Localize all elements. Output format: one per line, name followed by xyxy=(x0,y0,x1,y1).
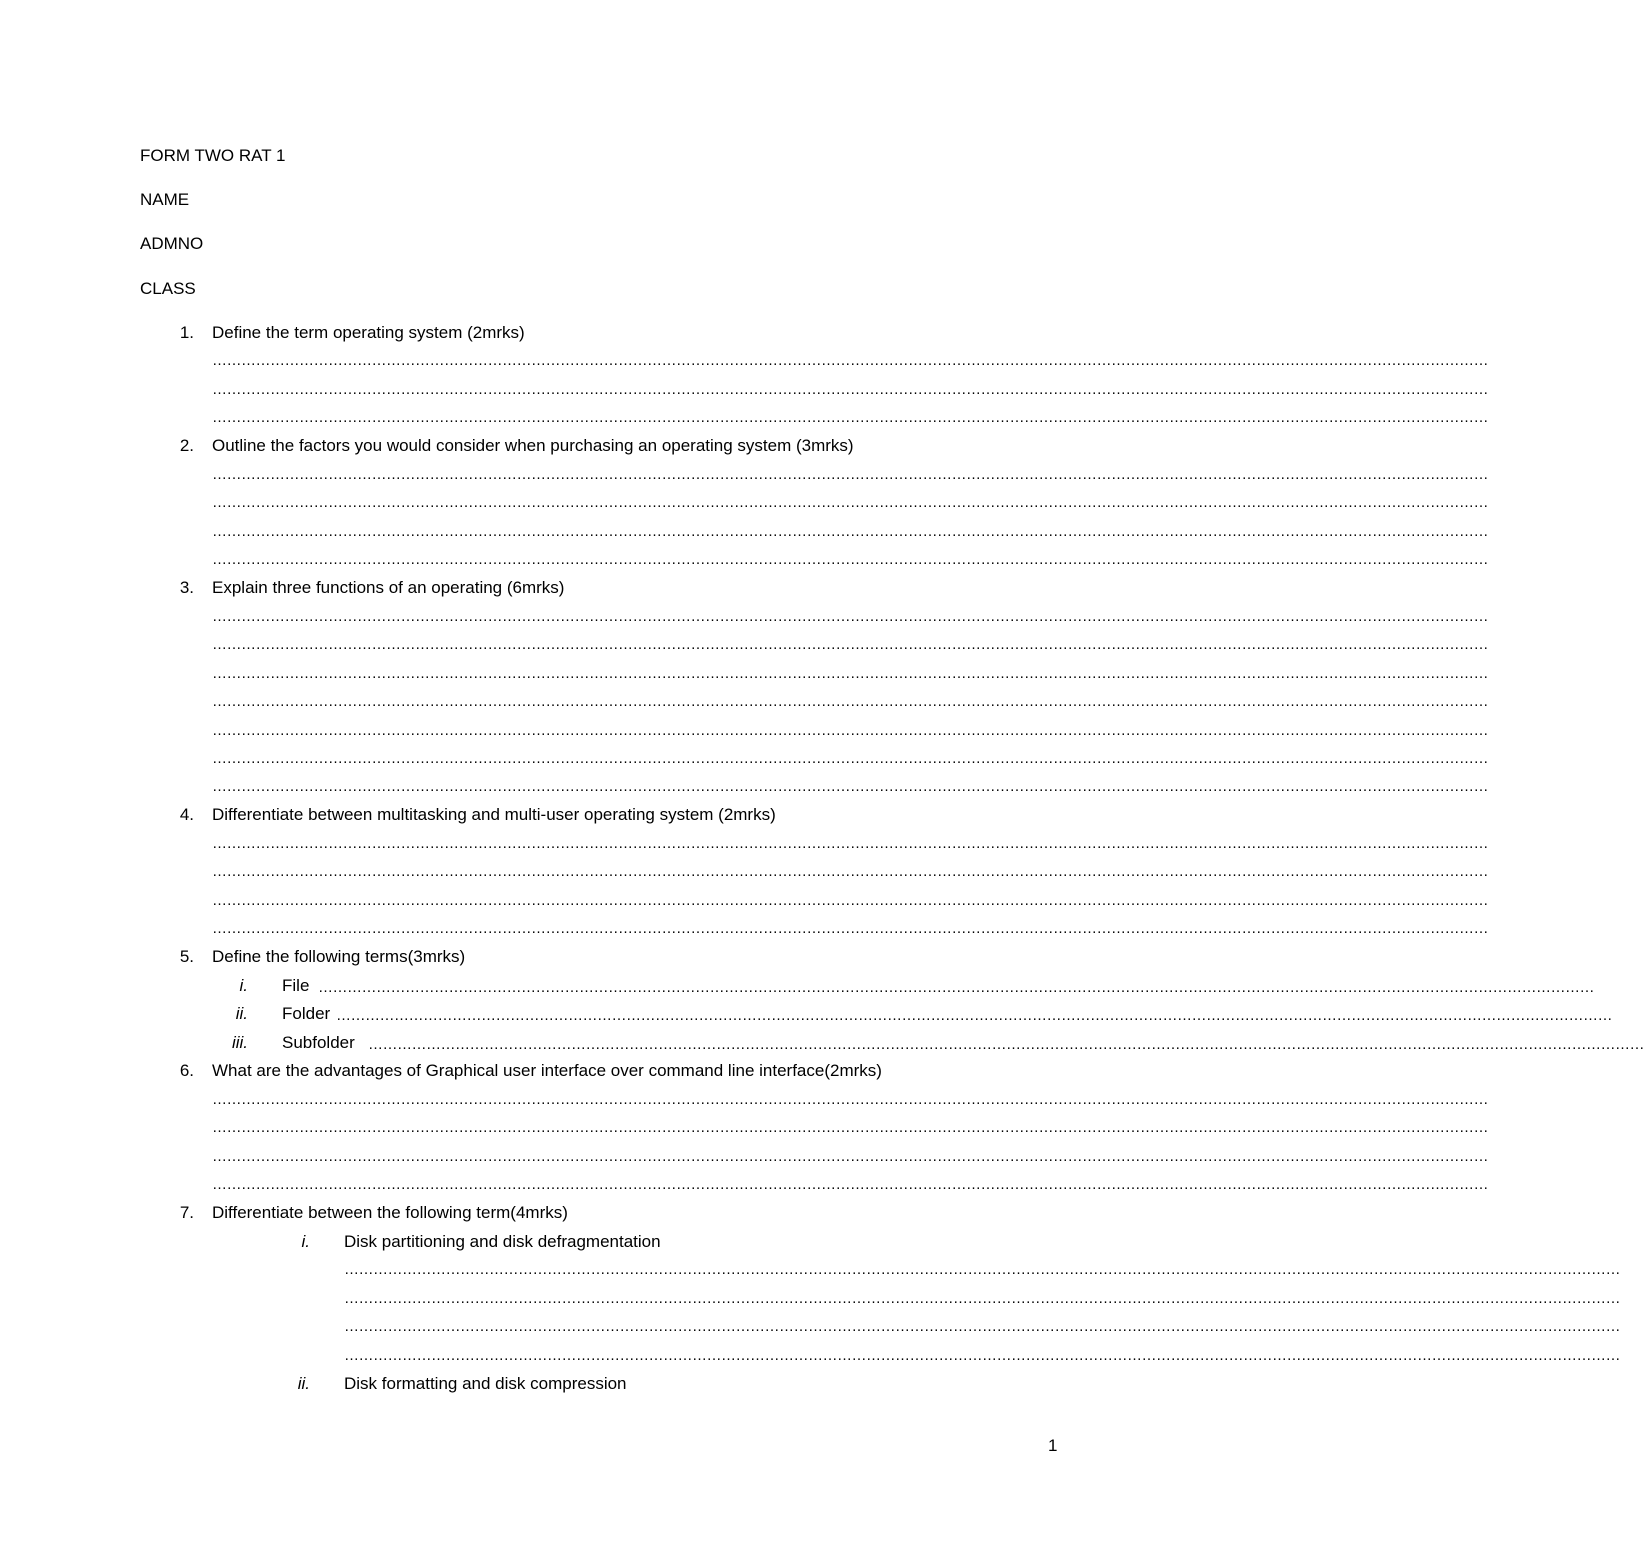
answer-line: ………………………………………………………………………………………………………………………………………………………………………………………………………………………………………… xyxy=(212,551,1488,568)
answer-line: ………………………………………………………………………………………………………………………………………………………………………………………………………………………………………… xyxy=(212,1119,1488,1136)
question-text: Define the term operating system (2mrks) xyxy=(212,323,525,342)
answer-line: ………………………………………………………………………………………………………………………………………………………………………………………………………………………………………… xyxy=(212,722,1488,739)
answer-line: ………………………………………………………………………………………………………………………………………………………………………………………………………………………………………… xyxy=(212,863,1488,880)
question-number: 3. xyxy=(179,578,194,597)
name-label: NAME xyxy=(140,190,190,209)
answer-line: ………………………………………………………………………………………………………………………………………………………………………………………………………………………………………… xyxy=(368,1036,1644,1053)
subitem-numeral: i. xyxy=(301,1232,310,1251)
answer-line: ………………………………………………………………………………………………………………………………………………………………………………………………………………………………………… xyxy=(212,608,1488,625)
question-text: Explain three functions of an operating (6mrks) xyxy=(212,578,565,597)
answer-line: ………………………………………………………………………………………………………………………………………………………………………………………………………………………………………… xyxy=(212,636,1488,653)
answer-line: ………………………………………………………………………………………………………………………………………………………………………………………………………………………………………… xyxy=(212,523,1488,540)
answer-line: ………………………………………………………………………………………………………………………………………………………………………………………………………………………………………… xyxy=(336,1007,1612,1024)
question-number: 4. xyxy=(179,805,194,824)
question-text: What are the advantages of Graphical user interface over command line interface(2mrks) xyxy=(212,1061,882,1080)
subitem-text: Folder xyxy=(282,1004,331,1023)
subitem-numeral: ii. xyxy=(235,1004,248,1023)
question-number: 7. xyxy=(179,1203,194,1222)
answer-line: ………………………………………………………………………………………………………………………………………………………………………………………………………………………………………… xyxy=(344,1318,1620,1335)
answer-line: ………………………………………………………………………………………………………………………………………………………………………………………………………………………………………… xyxy=(212,750,1488,767)
subitem-text: Disk partitioning and disk defragmentation xyxy=(344,1232,661,1251)
subitem-text: Subfolder xyxy=(282,1033,355,1052)
subitem-text: File xyxy=(282,976,310,995)
admno-label: ADMNO xyxy=(140,234,204,253)
answer-line: ………………………………………………………………………………………………………………………………………………………………………………………………………………………………………… xyxy=(212,1091,1488,1108)
answer-line: ………………………………………………………………………………………………………………………………………………………………………………………………………………………………………… xyxy=(212,920,1488,937)
class-label: CLASS xyxy=(140,279,196,298)
answer-line: ………………………………………………………………………………………………………………………………………………………………………………………………………………………………………… xyxy=(212,835,1488,852)
answer-line: ………………………………………………………………………………………………………………………………………………………………………………………………………………………………………… xyxy=(212,1148,1488,1165)
question-text: Differentiate between multitasking and multi-user operating system (2mrks) xyxy=(212,805,776,824)
answer-line: ………………………………………………………………………………………………………………………………………………………………………………………………………………………………………… xyxy=(212,409,1488,426)
answer-line: ………………………………………………………………………………………………………………………………………………………………………………………………………………………………………… xyxy=(344,1261,1620,1278)
answer-line: ………………………………………………………………………………………………………………………………………………………………………………………………………………………………………… xyxy=(212,466,1488,483)
answer-line: ………………………………………………………………………………………………………………………………………………………………………………………………………………………………………… xyxy=(212,494,1488,511)
answer-line: ………………………………………………………………………………………………………………………………………………………………………………………………………………………………………… xyxy=(212,778,1488,795)
answer-line: ………………………………………………………………………………………………………………………………………………………………………………………………………………………………………… xyxy=(344,1347,1620,1364)
question-text: Differentiate between the following term(4mrks) xyxy=(212,1203,568,1222)
page-number: 1 xyxy=(1048,1436,1058,1455)
question-number: 6. xyxy=(179,1061,194,1080)
subitem-numeral: ii. xyxy=(297,1374,310,1393)
answer-line: ………………………………………………………………………………………………………………………………………………………………………………………………………………………………………… xyxy=(212,665,1488,682)
question-number: 2. xyxy=(179,436,194,455)
answer-line: ………………………………………………………………………………………………………………………………………………………………………………………………………………………………………… xyxy=(212,693,1488,710)
subitem-numeral: iii. xyxy=(231,1033,248,1052)
answer-line: ………………………………………………………………………………………………………………………………………………………………………………………………………………………………………… xyxy=(212,892,1488,909)
answer-line: ………………………………………………………………………………………………………………………………………………………………………………………………………………………………………… xyxy=(212,1176,1488,1193)
answer-line: ………………………………………………………………………………………………………………………………………………………………………………………………………………………………………… xyxy=(344,1290,1620,1307)
question-number: 5. xyxy=(179,947,194,966)
subitem-numeral: i. xyxy=(239,976,248,995)
question-number: 1. xyxy=(179,323,194,342)
answer-line: ………………………………………………………………………………………………………………………………………………………………………………………………………………………………………… xyxy=(212,381,1488,398)
question-text: Define the following terms(3mrks) xyxy=(212,947,466,966)
answer-line: ………………………………………………………………………………………………………………………………………………………………………………………………………………………………………… xyxy=(212,352,1488,369)
answer-line: ………………………………………………………………………………………………………………………………………………………………………………………………………………………………………… xyxy=(318,979,1594,996)
subitem-text: Disk formatting and disk compression xyxy=(344,1374,627,1393)
exam-title: FORM TWO RAT 1 xyxy=(140,146,286,165)
question-text: Outline the factors you would consider when purchasing an operating system (3mrks) xyxy=(212,436,854,455)
